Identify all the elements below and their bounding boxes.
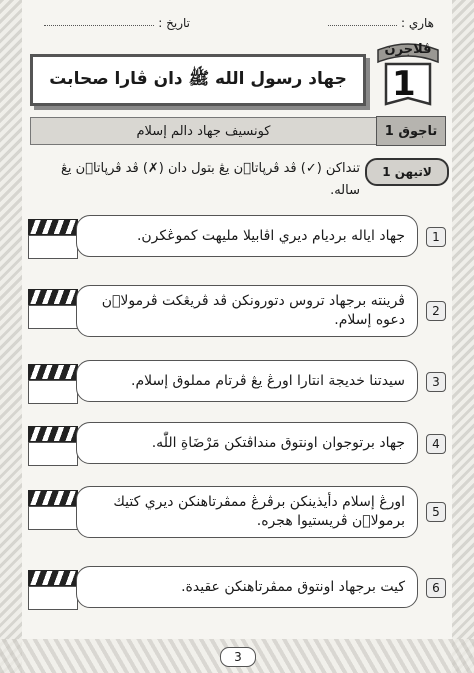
- question-text: سيدتنا خديجة انتارا اورڠ يڠ ڤرتام مملوق إسلام.: [76, 360, 418, 402]
- clapperboard-icon: [28, 490, 78, 506]
- day-blank[interactable]: [328, 25, 397, 26]
- question-number: 1: [426, 227, 446, 247]
- question-number: 4: [426, 434, 446, 454]
- question-number: 5: [426, 502, 446, 522]
- answer-box[interactable]: [28, 305, 78, 329]
- question-item: [28, 360, 448, 404]
- question-item: [28, 285, 448, 339]
- exercise-tag: لاتيهن 1: [365, 158, 449, 186]
- answer-box[interactable]: [28, 235, 78, 259]
- question-item: [28, 566, 448, 610]
- lesson-title: جهاد رسول الله ﷺ دان ڤارا صحابت: [30, 54, 366, 106]
- question-text: جهاد اياله برديام ديري اڤابيلا مليهت كموڠكرن.: [76, 215, 418, 257]
- question-text: جهاد برتوجوان اونتوق منداڤتكن مَرْضَاةِ اللّٰه.: [76, 422, 418, 464]
- section-tag: تاجوق 1: [376, 116, 446, 146]
- answer-box[interactable]: [28, 442, 78, 466]
- clapperboard-icon: [28, 570, 78, 586]
- answer-box[interactable]: [28, 586, 78, 610]
- question-item: [28, 486, 448, 540]
- answer-box[interactable]: [28, 506, 78, 530]
- question-text: ڤرينته برجهاد تروس دتورونكن ڤد ڤريڠكت ڤرمولا٘ن دعوه إسلام.: [76, 285, 418, 337]
- date-blank[interactable]: [44, 25, 154, 26]
- question-number: 3: [426, 372, 446, 392]
- lesson-label: ڤلاجرن: [384, 42, 432, 57]
- question-number: 2: [426, 301, 446, 321]
- section-title: كونسيف جهاد دالم إسلام: [30, 117, 377, 145]
- clapperboard-icon: [28, 289, 78, 305]
- question-item: [28, 215, 448, 259]
- answer-box[interactable]: [28, 380, 78, 404]
- clapperboard-icon: [28, 426, 78, 442]
- clapperboard-icon: [28, 219, 78, 235]
- header: [40, 10, 434, 30]
- lesson-badge: [372, 42, 444, 112]
- date-field[interactable]: [40, 10, 190, 30]
- question-text: كيت برجهاد اونتوق ممڤرتاهنكن عقيدة.: [76, 566, 418, 608]
- left-border-pattern: [0, 0, 22, 673]
- exercise-instruction: تنداكن (✓) ڤد ڤرپاتا٘ن يڠ بتول دان (✗) ڤد ڤرپاتا٘ن يڠ ساله.: [60, 161, 360, 198]
- day-field[interactable]: [324, 10, 434, 30]
- lesson-number: 1: [392, 64, 416, 104]
- question-text: اورڠ إسلام دأيذينكن برڤرڠ ممڤرتاهنكن ديري كتيك برمولا٘ن ڤريستيوا هجره.: [76, 486, 418, 538]
- question-number: 6: [426, 578, 446, 598]
- clapperboard-icon: [28, 364, 78, 380]
- question-item: [28, 422, 448, 466]
- date-label: تاريخ :: [158, 16, 190, 30]
- day-label: هاري :: [400, 16, 434, 30]
- page-number: 3: [220, 647, 256, 667]
- right-border-pattern: [452, 0, 474, 673]
